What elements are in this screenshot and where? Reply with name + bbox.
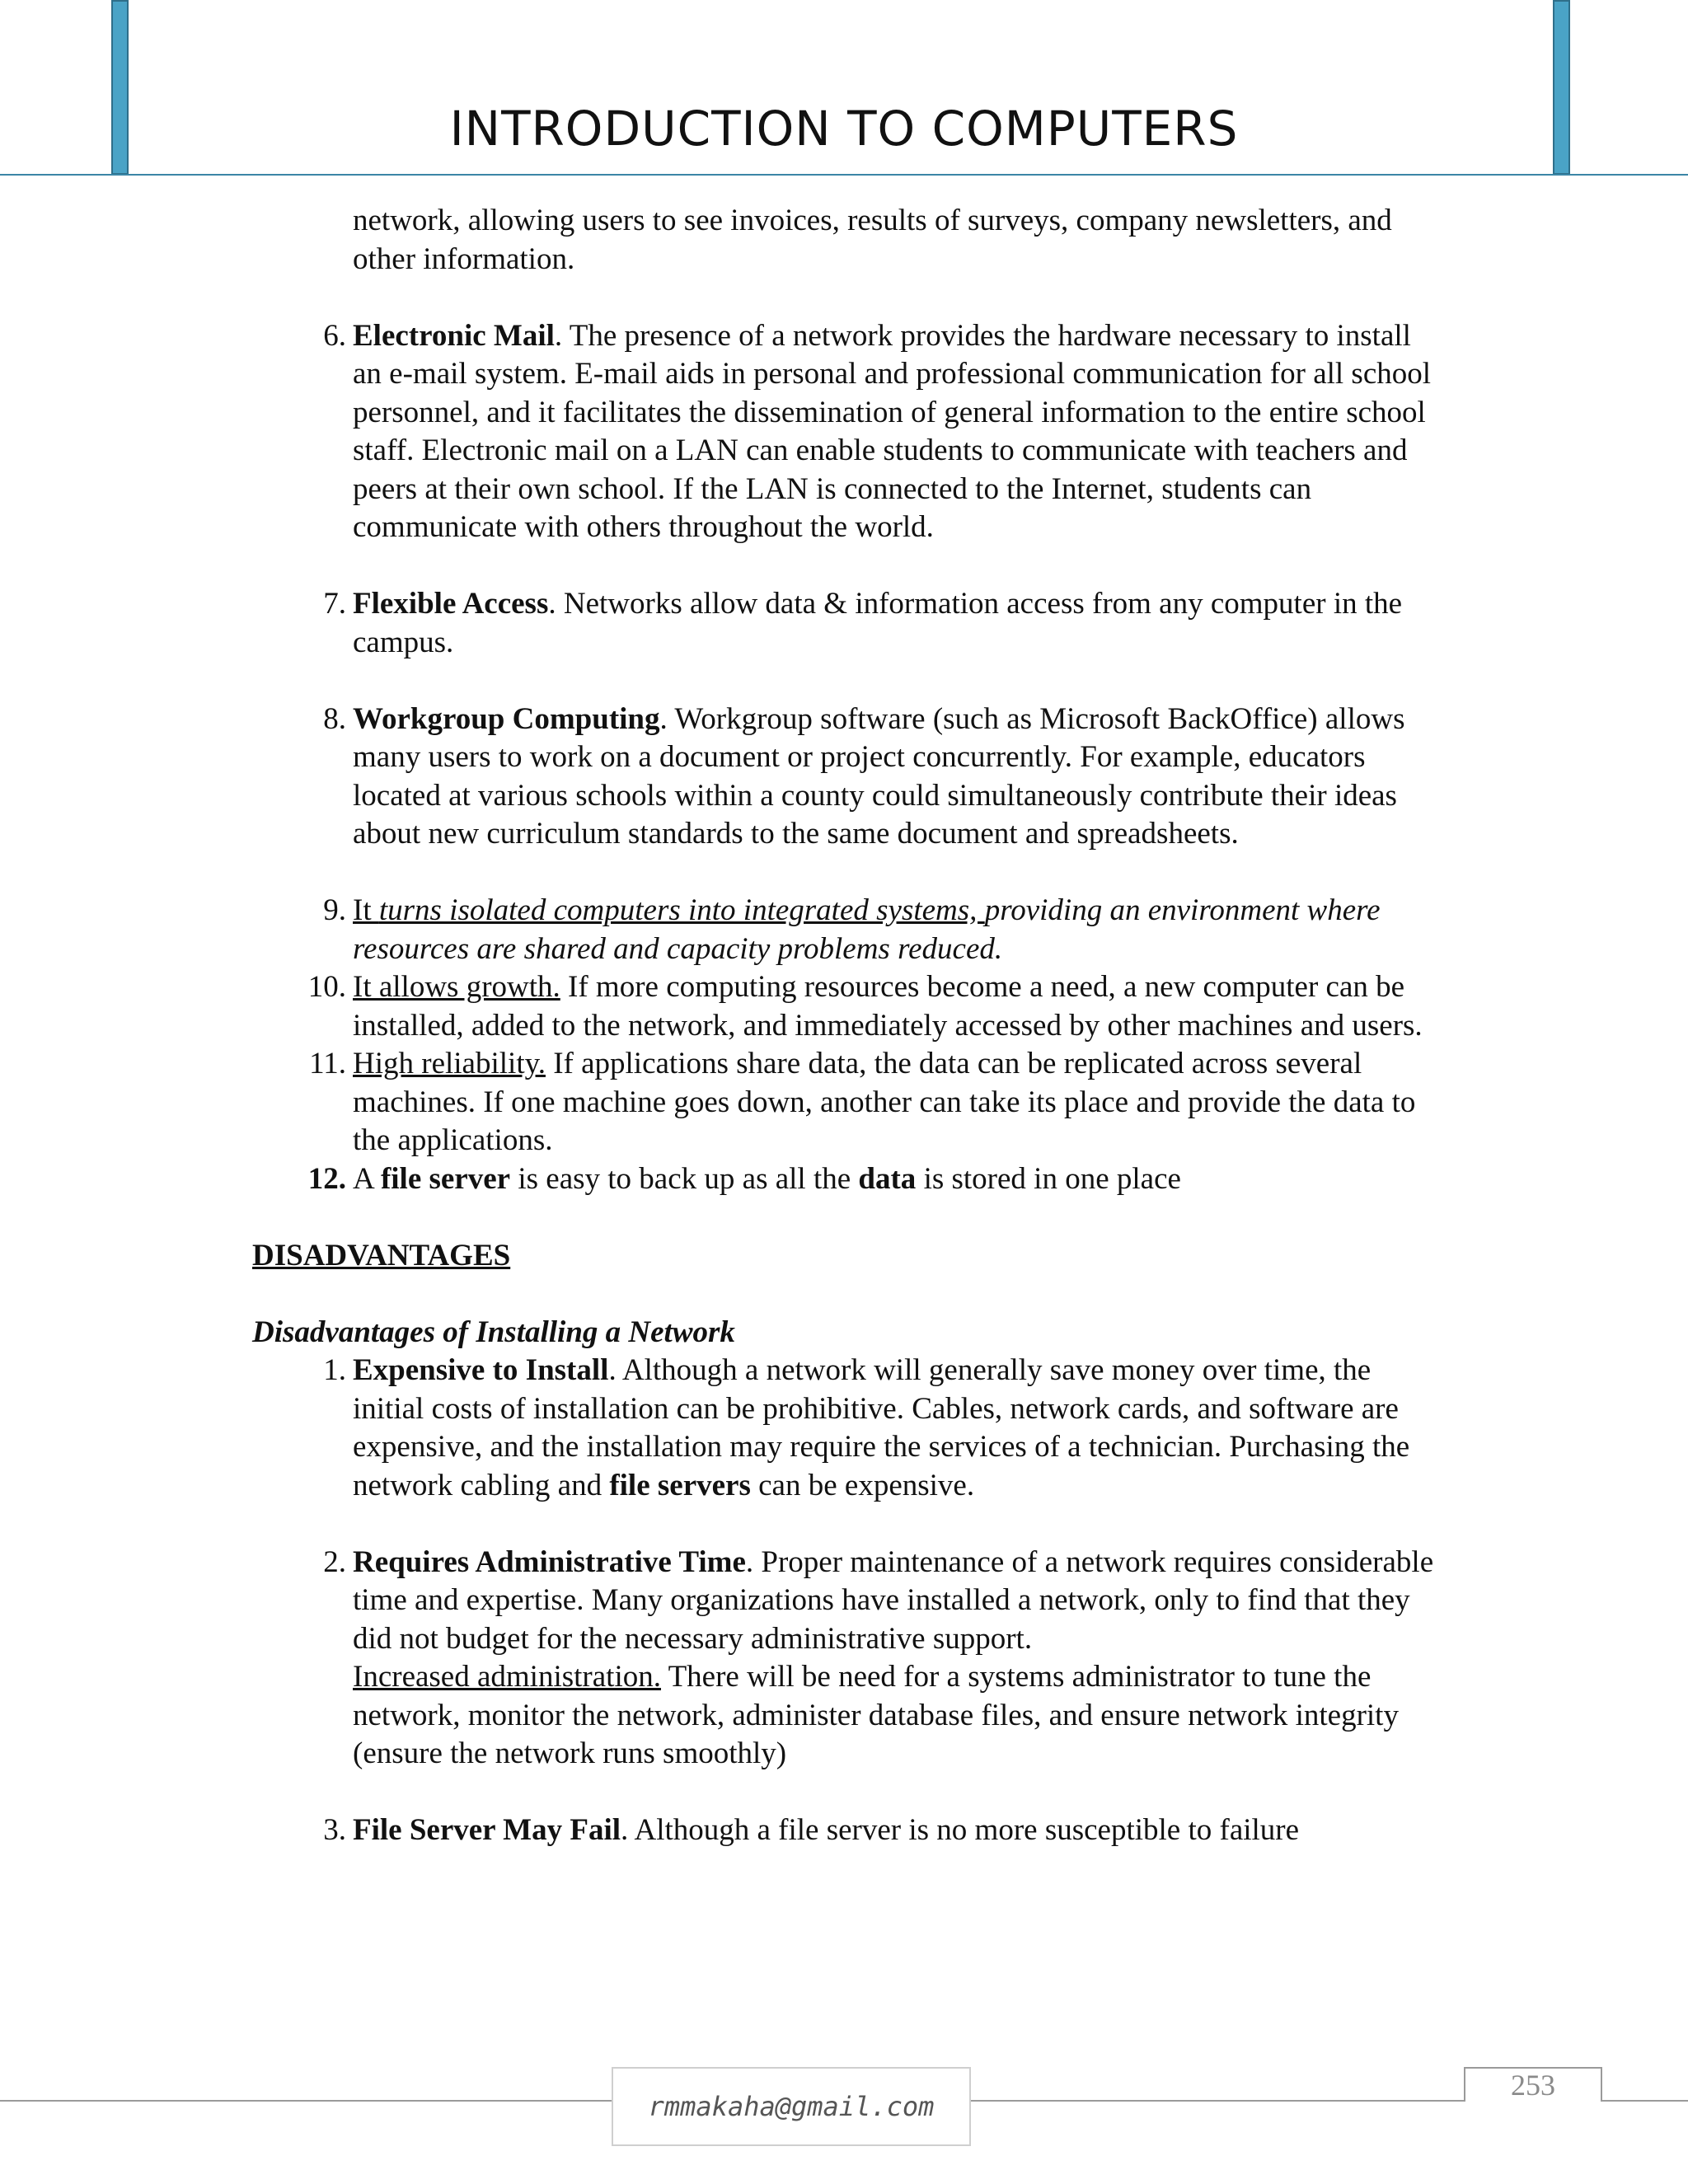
list-item-10: 10. It allows growth. If more computing resources become a need, a new computer can be installed, added to the network, and immediately accessed by other machines and users. bbox=[307, 970, 1423, 1043]
item-heading: File Server May Fail bbox=[353, 1813, 621, 1847]
disadvantage-item-2: 2. Requires Administrative Time. Proper maintenance of a network requires considerable time and expertise. Many organizations have installed a network, only to find that they did not budget for the necessary administrative support. Increased administration. There will be need for a systems administrator to tune the network, monitor the network, administer database files, and ensure network integrity (ensure the network runs smoothly) bbox=[323, 1544, 1434, 1770]
item-heading: It allows growth. bbox=[353, 970, 560, 1004]
list-item-7: 7. Flexible Access. Networks allow data & information access from any computer in the campus. bbox=[323, 587, 1403, 659]
header-divider bbox=[0, 174, 1688, 176]
footer-email: rmmakaha@gmail.com bbox=[612, 2067, 971, 2146]
list-item-6: 6. Electronic Mail. The presence of a network provides the hardware necessary to install an e-mail system. E-mail aids in personal and professional communication for all school personnel, and it facilitates the dissemination of general information to the entire school staff. Electronic mail on a LAN can enable students to communicate with teachers and peers at their own school. If the LAN is connected to the Internet, students can communicate with others throughout the world. bbox=[323, 318, 1432, 544]
list-item-9: 9. It turns isolated computers into integrated systems, providing an environment where resources are shared and capacity problems reduced. bbox=[323, 893, 1381, 966]
list-item-12: 12. A file server is easy to back up as all the data is stored in one place bbox=[307, 1161, 1181, 1196]
page-number: 253 bbox=[1464, 2067, 1602, 2102]
item-heading: Requires Administrative Time bbox=[353, 1544, 746, 1579]
section-heading: DISADVANTAGES bbox=[252, 1238, 511, 1272]
disadvantage-item-3: 3. File Server May Fail. Although a file server is no more susceptible to failure bbox=[323, 1813, 1300, 1847]
page-header-title: INTRODUCTION TO COMPUTERS bbox=[449, 101, 1239, 157]
list-item-11: 11. High reliability. If applications share data, the data can be replicated across several machines. If one machine goes down, another can take its place and provide the data to the applications. bbox=[309, 1047, 1416, 1157]
item-heading: Workgroup Computing bbox=[353, 701, 660, 736]
disadvantage-item-1: 1. Expensive to Install. Although a network will generally save money over time, the initial costs of installation can be prohibitive. Cables, network cards, and software are expensive, and the installation may require the services of a technician. Purchasing the network cabling and file servers can be expensive. bbox=[323, 1353, 1410, 1502]
subsection-heading: Disadvantages of Installing a Network bbox=[252, 1315, 735, 1349]
document-body bbox=[252, 202, 1447, 1850]
item-heading: Expensive to Install bbox=[353, 1353, 609, 1387]
item-heading: Electronic Mail bbox=[353, 318, 555, 353]
item-heading: High reliability. bbox=[353, 1047, 546, 1080]
list-item-8: 8. Workgroup Computing. Workgroup software (such as Microsoft BackOffice) allows many users to work on a document or project concurrently. For example, educators located at various schools within a county could simultaneously contribute their ideas about new curriculum standards to the same document and spreadsheets. bbox=[323, 701, 1405, 851]
continuation-paragraph: network, allowing users to see invoices, results of surveys, company newsletters, and other information. bbox=[353, 204, 1392, 276]
item-heading: Flexible Access bbox=[353, 587, 549, 621]
